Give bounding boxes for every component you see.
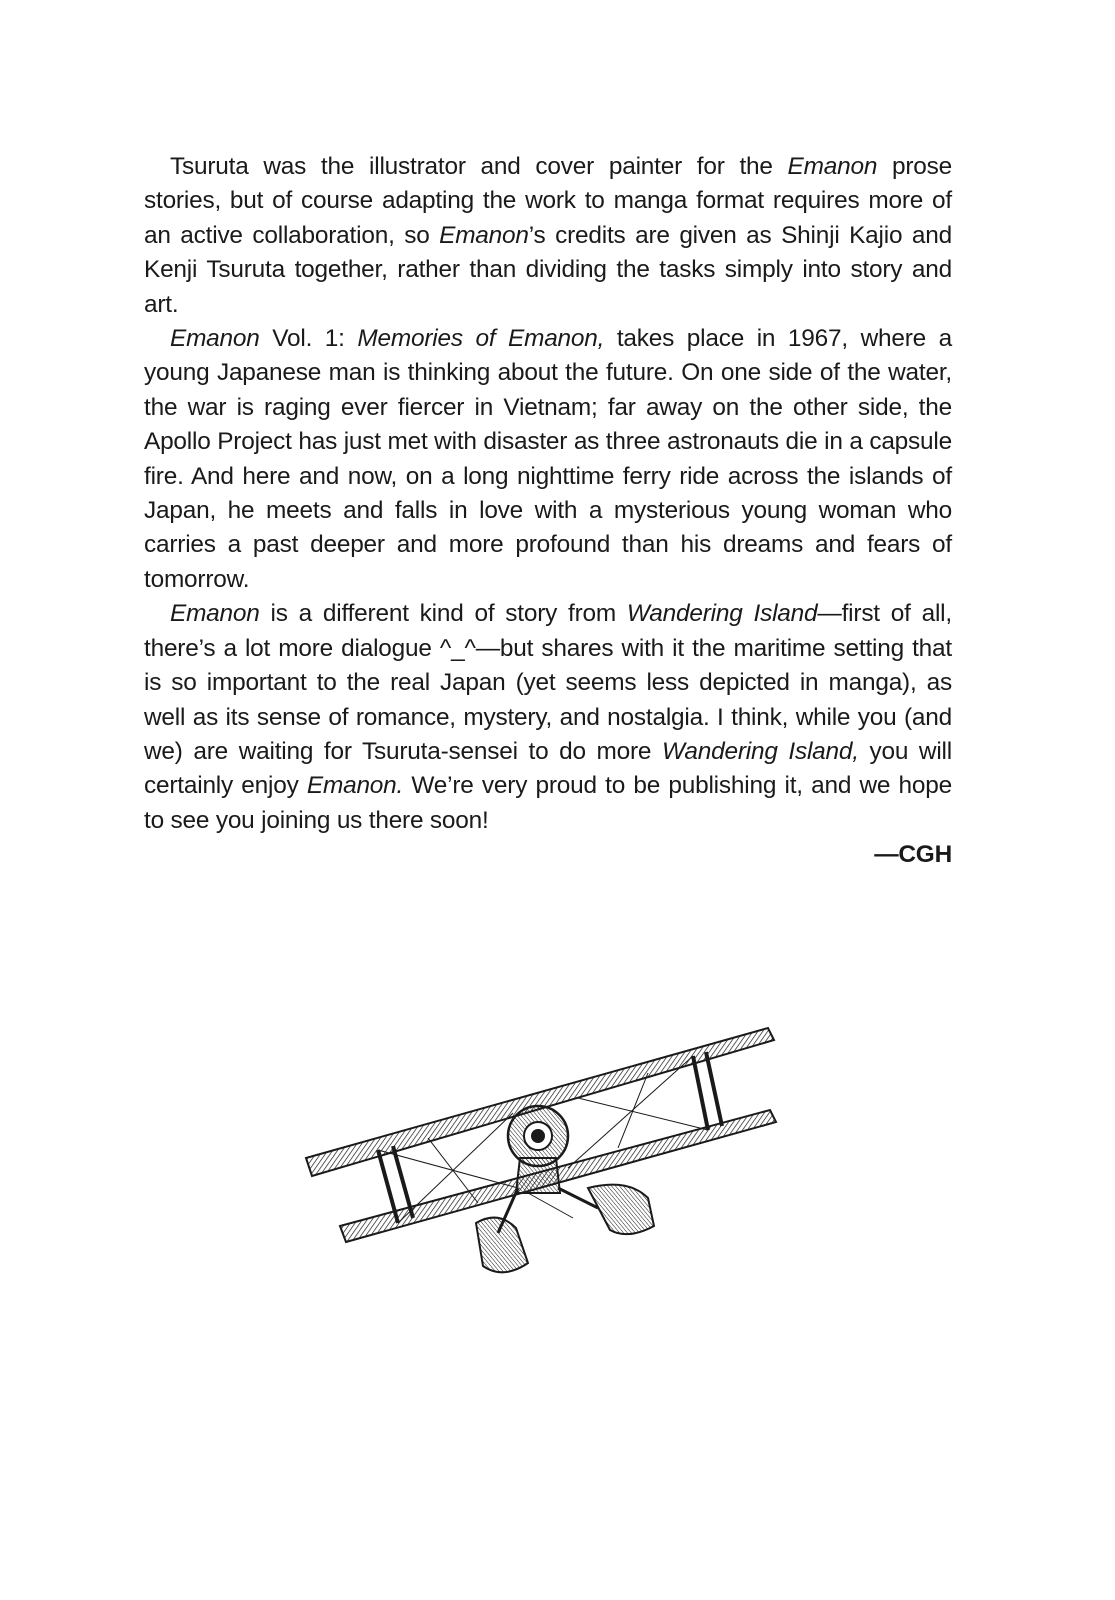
paragraph-text: Tsuruta was the illustrator and cover painter for the: [170, 153, 788, 180]
italic-title-text: Emanon: [439, 221, 529, 249]
paragraph-text: is a different kind of story from: [259, 600, 627, 628]
italic-title-text: Emanon: [787, 153, 878, 180]
paragraph: [144, 150, 952, 322]
paragraph-text: prose stories, but of course adapting the work to manga format requires more of an active collaboration, so: [144, 153, 952, 249]
paragraph-text: you will certainly enjoy: [144, 737, 952, 800]
paragraph-text: Vol. 1:: [259, 325, 358, 353]
italic-title-text: Memories of Emanon,: [357, 325, 605, 353]
paragraph-text: We’re very proud to be publishing it, and we hope to see you joining us there soon!: [144, 772, 952, 834]
paragraph-text: takes place in 1967, where a young Japanese man is thinking about the future. On one side of the water, the war is raging ever fiercer in Vietnam; far away on the other side, the Apollo Project has just met with disaster as three astronauts die in a capsule fire. And here and now, on a long nighttime ferry ride across the islands of Japan, he meets and falls in love with a mysterious young woman who carries a past deeper and more profound than his dreams and fears of tomorrow.: [144, 325, 952, 593]
paragraph-text: —first of all, there’s a lot more dialogue ^_^—but shares with it the maritime setting that is so important to the real Japan (yet seems less depicted in manga), as well as its sense of romance, mystery, and nostalgia. I think, while you (and we) are waiting for Tsuruta-sensei to do more: [144, 600, 952, 765]
italic-title-text: Wandering Island: [626, 600, 818, 628]
signature: —CGH: [874, 841, 952, 869]
italic-title-text: Emanon.: [306, 772, 404, 800]
paragraph: [144, 322, 952, 597]
italic-title-text: Emanon: [170, 325, 260, 353]
italic-title-text: Wandering Island,: [661, 737, 859, 765]
italic-title-text: Emanon: [170, 600, 260, 628]
paragraph-text: ’s credits are given as Shinji Kajio and Kenji Tsuruta together, rather than dividing the tasks simply into story and art.: [144, 221, 952, 318]
biplane-illustration: [298, 1018, 778, 1283]
paragraph-list: [144, 150, 952, 838]
article-text: [144, 150, 952, 873]
paragraph: [144, 597, 952, 838]
